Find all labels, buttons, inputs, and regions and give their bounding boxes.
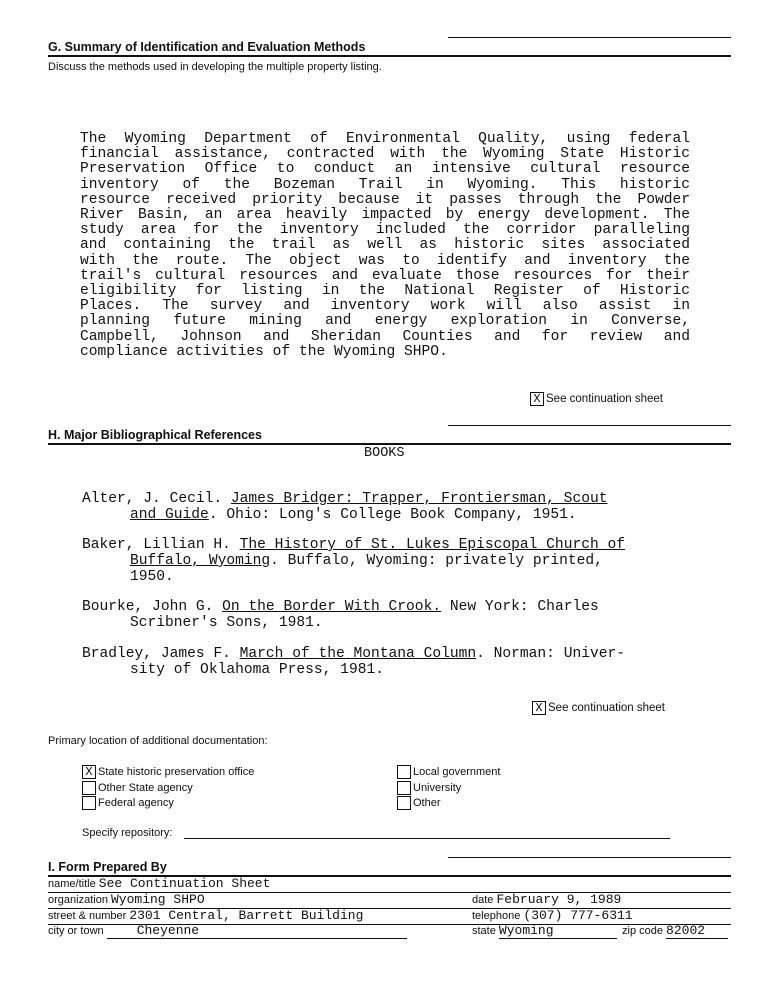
city-field[interactable]: Cheyenne	[136, 923, 200, 938]
telephone-label: telephone	[472, 910, 521, 922]
state-shpo-checkbox[interactable]: X	[82, 765, 96, 779]
state-field[interactable]: Wyoming	[498, 923, 554, 938]
option-other-state-agency	[82, 780, 193, 795]
paragraph-line: financial assistance, contracted with the Wyoming State Historic	[80, 146, 690, 163]
reference-year: 1950.	[130, 569, 174, 585]
reference-author: Alter, J. Cecil.	[82, 491, 223, 507]
date-field[interactable]: February 9, 1989	[496, 892, 622, 907]
paragraph-line: resource received priority because it passes through the Powder	[80, 191, 690, 208]
section-h-continuation	[532, 701, 665, 715]
paragraph-line: inventory of the Bozeman Trail in Wyoming. This historic	[80, 176, 690, 193]
telephone-field[interactable]: (307) 777-6311	[523, 908, 633, 923]
organization-row	[48, 892, 731, 909]
reference-title-cont: Buffalo, Wyoming	[130, 553, 271, 569]
section-i-heading: I. Form Prepared By	[48, 860, 731, 877]
state-label: state	[472, 925, 496, 937]
reference-title: The History of St. Lukes Episcopal Church of	[239, 537, 625, 553]
paragraph-line: trail's cultural resources and evaluate those resources for their	[80, 267, 690, 284]
option-label: University	[413, 781, 462, 794]
reference-item	[82, 491, 692, 523]
paragraph-line: and containing the trail as well as historic sites associated	[80, 237, 690, 254]
zip-field[interactable]: 82002	[666, 923, 706, 938]
paragraph-line: Preservation Office to conduct an intensive cultural resource	[80, 161, 690, 178]
section-g-paragraph	[80, 132, 690, 360]
paragraph-line: with the route. The object was to identify and inventory the	[80, 252, 690, 269]
option-label: Local government	[413, 765, 501, 778]
other-state-agency-checkbox[interactable]	[82, 781, 96, 795]
reference-title: On the Border With Crook.	[222, 599, 442, 615]
reference-item	[82, 599, 692, 631]
option-local-government	[397, 764, 500, 779]
section-g-heading: G. Summary of Identification and Evaluation Methods	[48, 40, 731, 57]
paragraph-line: compliance activities of the Wyoming SHPO.	[80, 343, 448, 360]
reference-publication: Scribner's Sons, 1981.	[130, 615, 323, 631]
reference-title-cont: and Guide	[130, 507, 209, 523]
reference-publisher: . Norman: Univer-	[476, 646, 626, 662]
city-row	[48, 924, 731, 940]
section-g-continuation	[530, 392, 663, 406]
reference-publication: . Buffalo, Wyoming: privately printed,	[270, 553, 603, 569]
street-field[interactable]: 2301 Central, Barrett Building	[129, 908, 364, 923]
option-state-shpo	[82, 764, 254, 779]
continuation-label: See continuation sheet	[546, 393, 664, 406]
option-label: Federal agency	[98, 796, 174, 809]
university-checkbox[interactable]	[397, 781, 411, 795]
books-subheading: BOOKS	[364, 446, 405, 461]
name-title-label: name/title	[48, 878, 96, 890]
federal-agency-checkbox[interactable]	[82, 796, 96, 810]
paragraph-line: study area for the inventory included the corridor paralleling	[80, 222, 690, 239]
reference-item	[82, 537, 692, 585]
continuation-label: See continuation sheet	[548, 702, 666, 715]
local-government-checkbox[interactable]	[397, 765, 411, 779]
organization-field[interactable]: Wyoming SHPO	[111, 892, 205, 907]
continuation-checkbox[interactable]: X	[532, 701, 546, 715]
paragraph-line: Places. The survey and inventory work will also assist in	[80, 298, 690, 315]
reference-title: March of the Montana Column	[239, 646, 477, 662]
zip-label: zip code	[622, 925, 663, 937]
option-label: Other	[413, 796, 441, 809]
specify-repository-label: Specify repository:	[82, 827, 173, 839]
reference-author: Baker, Lillian H.	[82, 537, 231, 553]
option-label: Other State agency	[98, 781, 193, 794]
street-label: street & number	[48, 910, 127, 922]
date-label: date	[472, 894, 494, 906]
reference-author: Bradley, James F.	[82, 646, 231, 662]
reference-publication: sity of Oklahoma Press, 1981.	[130, 662, 384, 678]
reference-publisher: New York: Charles	[441, 599, 599, 615]
reference-title: James Bridger: Trapper, Frontiersman, Scout	[230, 491, 608, 507]
name-title-row	[48, 876, 731, 893]
reference-author: Bourke, John G.	[82, 599, 214, 615]
section-h-heading: H. Major Bibliographical References	[48, 428, 731, 445]
paragraph-line: Campbell, Johnson and Sheridan Counties and for review and	[80, 328, 690, 345]
option-other	[397, 795, 441, 810]
reference-publication: . Ohio: Long's College Book Company, 1951.	[208, 507, 577, 523]
option-label: State historic preservation office	[98, 765, 255, 778]
option-university	[397, 780, 461, 795]
name-title-field[interactable]: See Continuation Sheet	[98, 876, 271, 891]
organization-label: organization	[48, 894, 108, 906]
paragraph-line: River Basin, an area heavily impacted by energy development. The	[80, 207, 690, 224]
paragraph-line: The Wyoming Department of Environmental Quality, using federal	[80, 131, 690, 147]
reference-item	[82, 646, 692, 678]
section-g-instruction: Discuss the methods used in developing the multiple property listing.	[48, 61, 382, 73]
city-label: city or town	[48, 925, 104, 937]
other-checkbox[interactable]	[397, 796, 411, 810]
documentation-label: Primary location of additional documentation:	[48, 735, 268, 747]
option-federal-agency	[82, 795, 174, 810]
paragraph-line: eligibility for listing in the National Register of Historic	[80, 283, 690, 300]
continuation-checkbox[interactable]: X	[530, 392, 544, 406]
paragraph-line: planning future mining and energy exploration in Converse,	[80, 313, 690, 330]
repository-field[interactable]	[184, 838, 670, 839]
